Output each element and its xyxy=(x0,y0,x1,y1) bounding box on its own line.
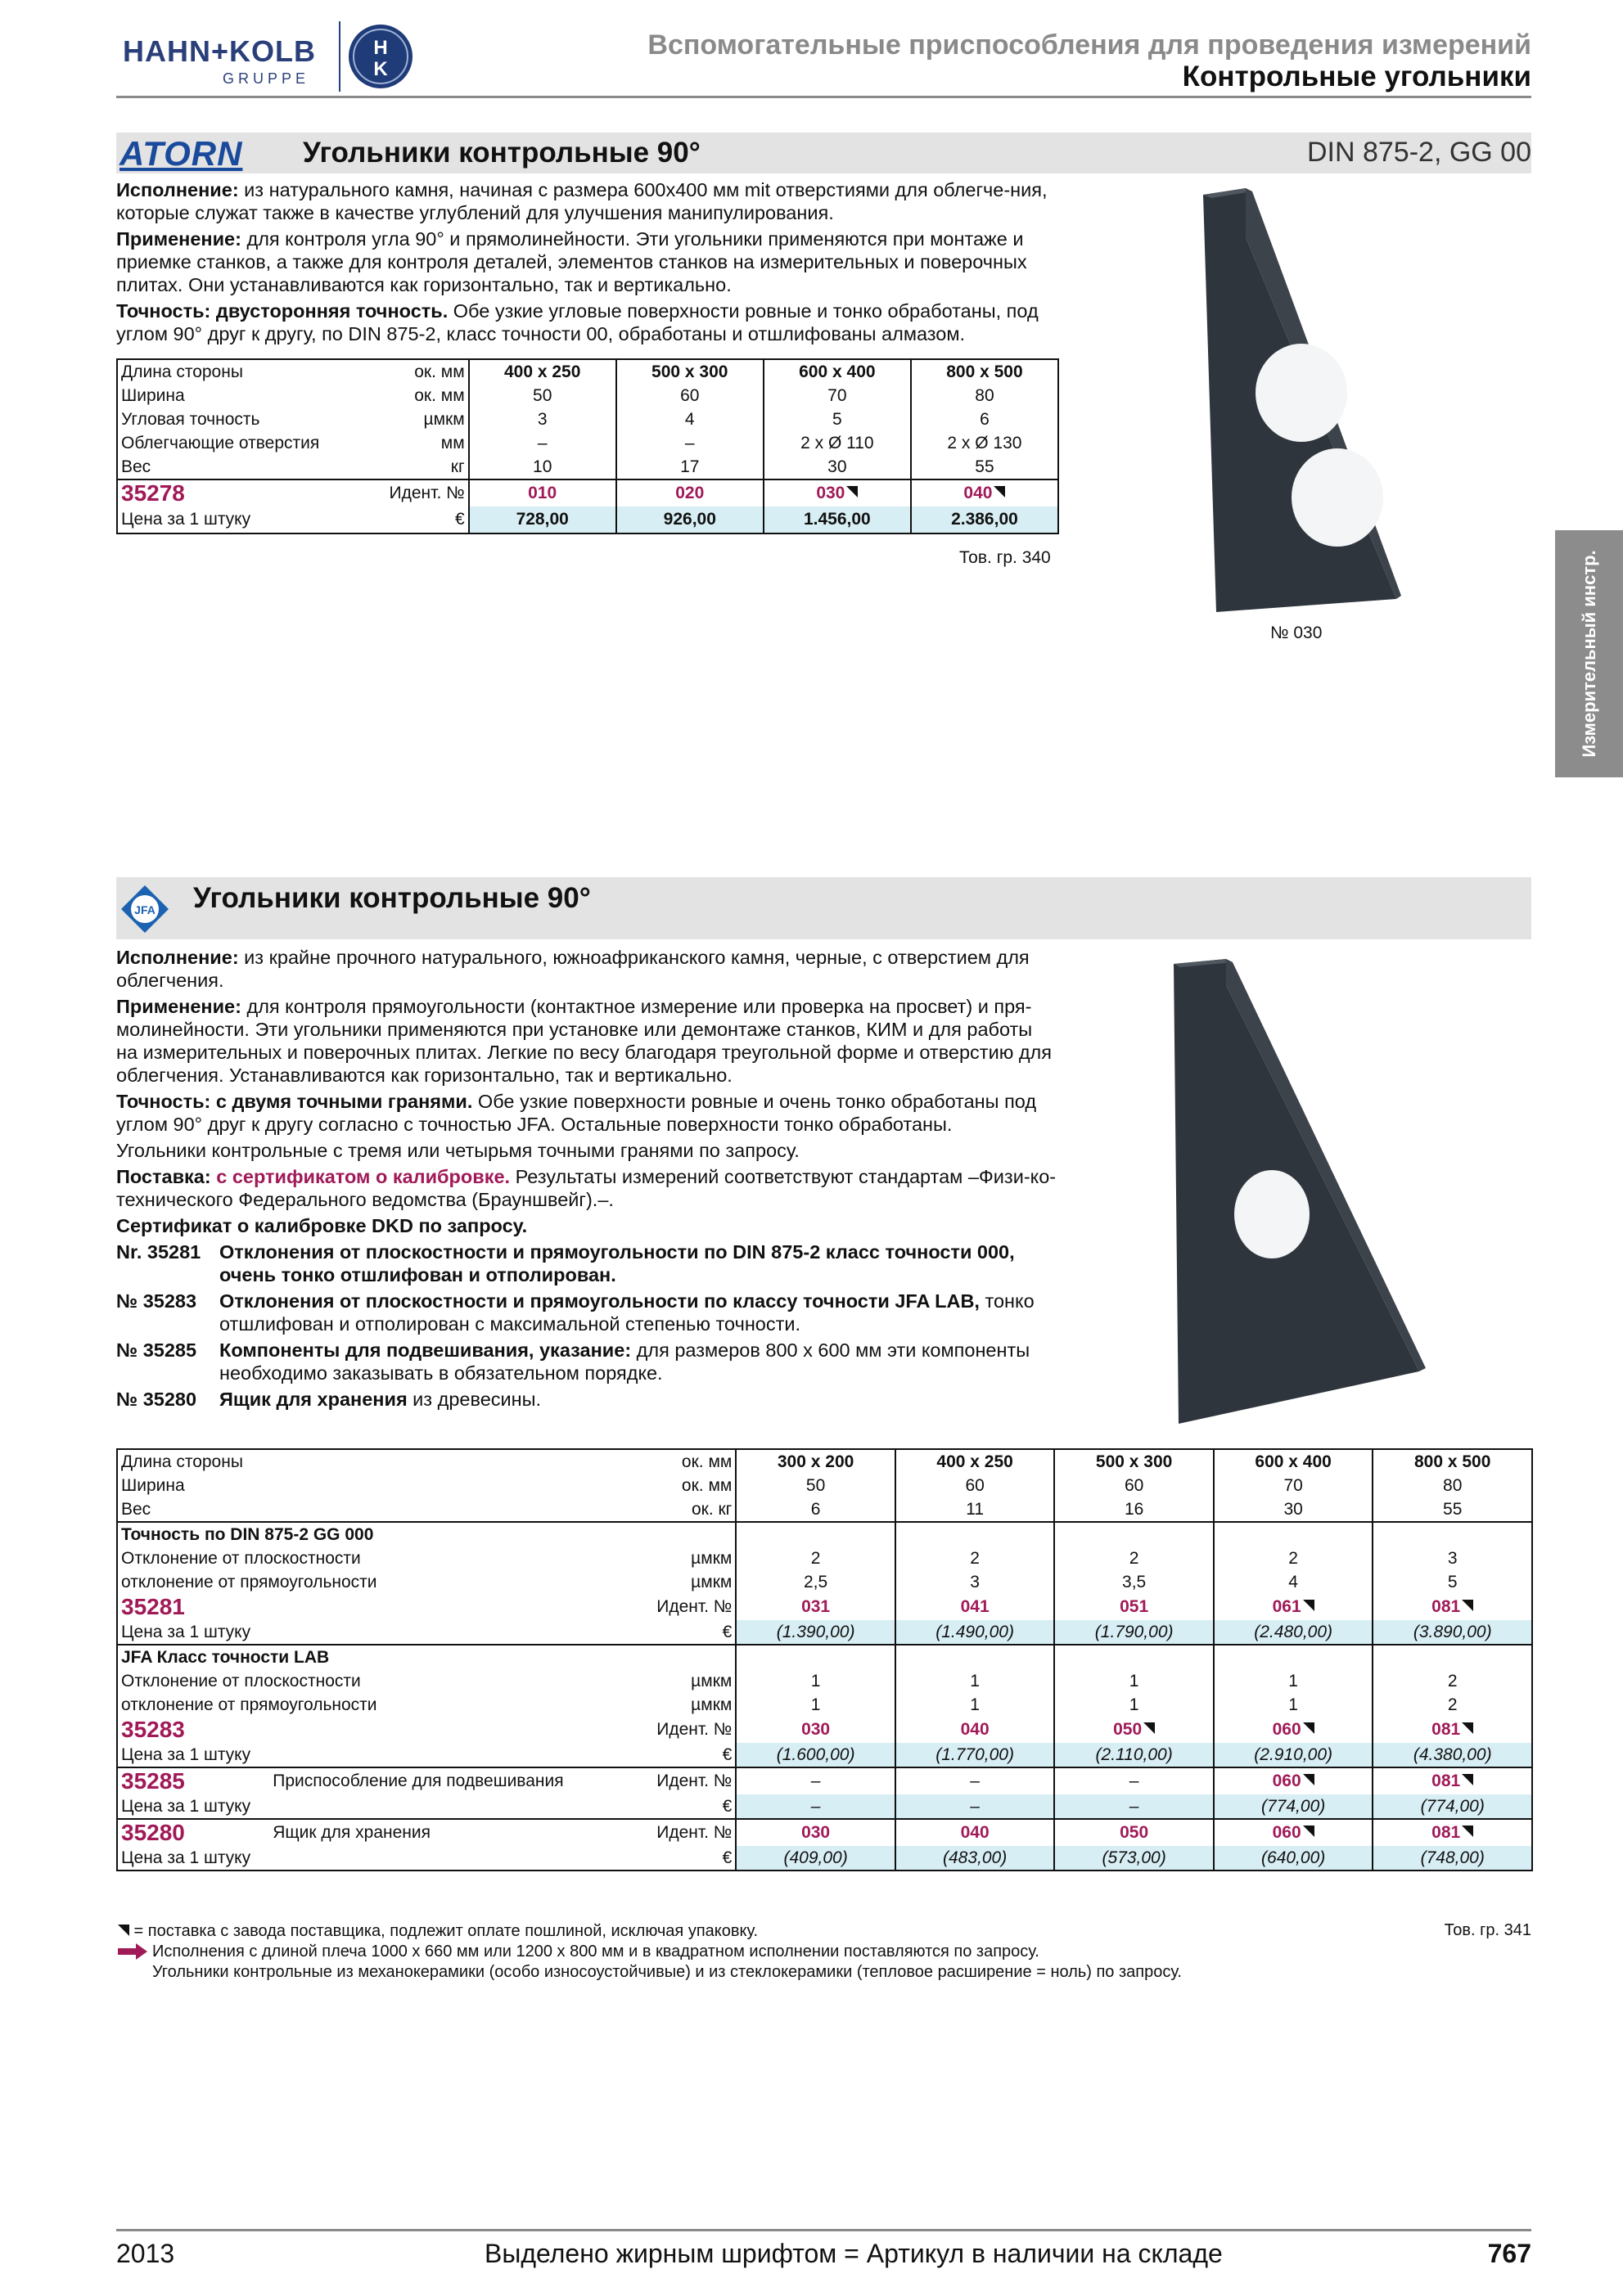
legend: = поставка с завода поставщика, подлежит оплате пошлиной, исключая упаковку. Исполнения с длиной плеча 1000 х 660 мм или 1200 х 800 мм и в квадратном исполнении поставляются по запросу. Угольники контрольные из механокерамики (особо износоустойчивые) и из стеклокерамики (тепловое расширение = ноль) по запросу. xyxy=(116,1921,1508,1983)
price: (1.390,00) xyxy=(736,1620,895,1645)
section1-description: Исполнение: из натурального камня, начиная с размера 600х400 мм mit отверстиями для облегче-ния, которые служат также в качестве углублений для улучшения манипулирования. Применение: для контроля угла 90° и прямолинейности. Эти угольники применяются при монтаже и приемке станков, а также для контроля деталей, элементов станков на измерительных и поверочных плитах. Они устанавливаются как горизонтально, так и вертикально. Точность: двусторонняя точность. Обе узкие угловые поверхности ровные и тонко обработаны, под углом 90° друг к другу, по DIN 875-2, класс точности 00, обработаны и отшлифованы алмазом. xyxy=(116,179,1048,344)
article-number[interactable]: 35281 xyxy=(121,1594,185,1619)
price: 728,00 xyxy=(469,506,616,533)
ident-number[interactable]: 030 xyxy=(736,1717,895,1743)
supplier-delivery-icon xyxy=(1462,1722,1473,1734)
price: (748,00) xyxy=(1373,1846,1532,1871)
price: – xyxy=(1054,1794,1214,1819)
ident-number[interactable]: 010 xyxy=(469,479,616,506)
logo-subtext: GRUPPE xyxy=(223,70,310,87)
price: (640,00) xyxy=(1214,1846,1373,1871)
supplier-delivery-icon xyxy=(1462,1600,1473,1611)
company-logo xyxy=(116,20,419,93)
section1-title: Угольники контрольные 90° xyxy=(303,137,701,169)
supplier-delivery-icon xyxy=(1143,1722,1155,1734)
price: – xyxy=(736,1794,895,1819)
price: (1.490,00) xyxy=(895,1620,1055,1645)
table-row: 35280 Ящик для хранения Идент. № 030 040 050 060 081 xyxy=(117,1819,1532,1846)
section1-group-ref: Тов. гр. 340 xyxy=(959,548,1051,567)
ident-number: – xyxy=(1054,1767,1214,1794)
header-category: Вспомогательные приспособления для проведения измерений xyxy=(647,29,1531,61)
ident-number[interactable]: 030 xyxy=(764,479,911,506)
ident-number[interactable]: 081 xyxy=(1373,1594,1532,1620)
table-row: 35283 Идент. № 030 040 050 060 081 xyxy=(117,1717,1532,1743)
price: 926,00 xyxy=(616,506,764,533)
article-number[interactable]: 35283 xyxy=(121,1717,185,1742)
supplier-delivery-icon xyxy=(994,486,1005,497)
ident-number[interactable]: 031 xyxy=(736,1594,895,1620)
granite-square-image xyxy=(1179,180,1408,622)
price: (409,00) xyxy=(736,1846,895,1871)
ident-number[interactable]: 041 xyxy=(895,1594,1055,1620)
price: (2.910,00) xyxy=(1214,1743,1373,1767)
ident-number[interactable]: 060 xyxy=(1214,1819,1373,1846)
svg-text:K: K xyxy=(373,58,388,80)
side-tab-label: Измерительный инстр. xyxy=(1578,550,1599,758)
price: (1.600,00) xyxy=(736,1743,895,1767)
hk-emblem-icon xyxy=(347,23,414,90)
price: (573,00) xyxy=(1054,1846,1214,1871)
supplier-delivery-icon xyxy=(1303,1826,1314,1837)
ident-number[interactable]: 030 xyxy=(736,1819,895,1846)
section2-group-ref: Тов. гр. 341 xyxy=(1444,1921,1531,1939)
ident-number[interactable]: 040 xyxy=(895,1717,1055,1743)
price: – xyxy=(895,1794,1055,1819)
section2-description: Исполнение: из крайне прочного натурального, южноафриканского камня, черные, с отверстием для облегчения. Применение: для контроля прямоугольности (контактное измерение или проверка на просвет) и пря-молинейности. Эти угольники применяются при установке или демонтаже станков, КИМ и для работы на измерительных и поверочных плитах. Легкие по весу благодаря треугольной форме и отверстию для облегчения. Устанавливаются как горизонтально, так и вертикально. Точность: с двумя точными гранями. Обе узкие поверхности ровные и очень тонко обработаны под углом 90° друг к другу согласно с точностью JFA. Остальные поверхности тонко обработаны. Угольники контрольные с тремя или четырьмя точными гранями по запросу. Поставка: с сертификатом о калибровке. Результаты измерений соответствуют стандартам –Физи-ко-технического Федерального ведомства (Брауншвейг).–. Сертификат о калибровке DKD по запросу. Nr. 35281 Отклонения от плоскостности и прямоугольности по DIN 875-2 класс точности 000, очень тонко отшлифован и отполирован. № 35283 Отклонения от плоскостности и прямоугольности по классу точности JFA LAB, тонко отшлифован и отполирован с максимальной степенью точности. № 35285 Компоненты для подвешивания, указание: для размеров 800 х 600 мм эти компоненты необходимо заказывать в обязательном порядке. № 35280 Ящик для хранения из древесины. xyxy=(116,947,1057,1410)
table-row: 35278 Идент. № 010 020 030 040 xyxy=(117,479,1058,506)
table-row: 35281 Идент. № 031 041 051 061 081 xyxy=(117,1594,1532,1620)
supplier-delivery-icon xyxy=(1462,1774,1473,1785)
ident-number[interactable]: 060 xyxy=(1214,1717,1373,1743)
ident-number[interactable]: 081 xyxy=(1373,1819,1532,1846)
ident-number[interactable]: 081 xyxy=(1373,1767,1532,1794)
svg-text:JFA: JFA xyxy=(134,903,156,916)
footer-note: Выделено жирным шрифтом = Артикул в наличии на складе xyxy=(485,2239,1223,2268)
footer-rule xyxy=(116,2229,1531,2231)
supplier-delivery-icon xyxy=(1462,1826,1473,1837)
supplier-delivery-icon xyxy=(1303,1722,1314,1734)
price: (4.380,00) xyxy=(1373,1743,1532,1767)
table-row: 35285 Приспособление для подвешивания Идент. № – – – 060 081 xyxy=(117,1767,1532,1794)
supplier-delivery-icon xyxy=(1303,1600,1314,1611)
price: 1.456,00 xyxy=(764,506,911,533)
jfa-logo-icon xyxy=(119,884,170,934)
ident-number[interactable]: 051 xyxy=(1054,1594,1214,1620)
section1-standard: DIN 875-2, GG 00 xyxy=(1306,137,1531,168)
ident-number[interactable]: 040 xyxy=(895,1819,1055,1846)
section1-image-caption: № 030 xyxy=(1270,624,1323,642)
supplier-delivery-icon xyxy=(1303,1774,1314,1785)
header-title: Контрольные угольники xyxy=(1182,61,1531,92)
ident-number: – xyxy=(736,1767,895,1794)
article-number[interactable]: 35278 xyxy=(121,480,185,506)
arrow-right-icon xyxy=(116,1942,149,1961)
ident-number[interactable]: 050 xyxy=(1054,1819,1214,1846)
logo-text: HAHN+KOLB xyxy=(123,34,317,68)
price: (774,00) xyxy=(1214,1794,1373,1819)
ident-number[interactable]: 020 xyxy=(616,479,764,506)
header-rule xyxy=(116,96,1531,98)
price: (1.770,00) xyxy=(895,1743,1055,1767)
note-list: Nr. 35281 Отклонения от плоскостности и прямоугольности по DIN 875-2 класс точности 000, очень тонко отшлифован и отполирован. № 35283 Отклонения от плоскостности и прямоугольности по классу точности JFA LAB, тонко отшлифован и отполирован с максимальной степенью точности. № 35285 Компоненты для подвешивания, указание: для размеров 800 х 600 мм эти компоненты необходимо заказывать в обязательном порядке. № 35280 Ящик для хранения из древесины. xyxy=(116,1241,1035,1410)
ident-number[interactable]: 040 xyxy=(911,479,1058,506)
svg-text:H: H xyxy=(373,37,388,59)
price: (2.110,00) xyxy=(1054,1743,1214,1767)
granite-triangle-image xyxy=(1162,952,1432,1427)
supplier-delivery-icon xyxy=(118,1925,129,1936)
ident-number[interactable]: 061 xyxy=(1214,1594,1373,1620)
price: (1.790,00) xyxy=(1054,1620,1214,1645)
section2-title: Угольники контрольные 90° xyxy=(193,882,591,914)
section1-table: Длина стороны ок. мм 400 x 250 500 x 300 600 x 400 800 x 500 Ширина ок. мм 50 60 70 80 Угловая точность µмкм 3 4 5 6 Облегчающие отверстия мм – – 2 x Ø 110 2 x Ø 130 Вес кг 10 17 30 55 35278 Идент. № 010 020 030 040 Цена за 1 штуку € 728,00 926,00 1.456,00 2.386,00 xyxy=(116,358,1059,534)
ident-number[interactable]: 081 xyxy=(1373,1717,1532,1743)
price: 2.386,00 xyxy=(911,506,1058,533)
ident-number: – xyxy=(895,1767,1055,1794)
price: (483,00) xyxy=(895,1846,1055,1871)
ident-number[interactable]: 050 xyxy=(1054,1717,1214,1743)
article-number[interactable]: 35285 xyxy=(121,1768,185,1794)
footer-year: 2013 xyxy=(116,2239,175,2268)
article-number[interactable]: 35280 xyxy=(121,1820,185,1845)
price: (2.480,00) xyxy=(1214,1620,1373,1645)
atorn-logo: ATORN xyxy=(119,134,243,173)
section2-table: Длина стороны ок. мм 300 x 200 400 x 250 500 x 300 600 x 400 800 x 500 Ширина ок. мм 50 60 60 70 80 Вес ок. кг 6 11 16 30 55 Точность по DIN 875-2 GG 000 Отклонение от плоскостности µмкм 2 2 2 2 3 отклонение от прямоугольности µмкм 2,5 3 3,5 4 5 35281 Идент. № 031 041 051 061 081 Цена за 1 штуку € (1.390,00) (1.490,00) (1.790,00) (2.480,00) (3.890,00) JFA Класс точности LAB Отклонение от плоскостности µмкм 1 1 1 1 2 отклонение от прямоугольности µмкм 1 1 1 1 2 35283 Идент. № 030 040 050 060 081 Цена за 1 штуку € (1.600,00) (1.770,00) (2.110,00) (2.910,00) (4.380,00) 35285 Приспособление для подвешивания Идент. № – – – 060 081 Цена за 1 штуку € – – – (774,00) (774,00) 35280 Ящик для хранения Идент. № 030 040 050 060 081 Цена за 1 штуку € (409,00) (483,00) (573,00) (640,00) (748,00) xyxy=(116,1448,1533,1871)
price: (3.890,00) xyxy=(1373,1620,1532,1645)
supplier-delivery-icon xyxy=(846,486,858,497)
page-number: 767 xyxy=(1487,2239,1531,2268)
price: (774,00) xyxy=(1373,1794,1532,1819)
ident-number[interactable]: 060 xyxy=(1214,1767,1373,1794)
side-tab[interactable] xyxy=(1555,530,1623,777)
